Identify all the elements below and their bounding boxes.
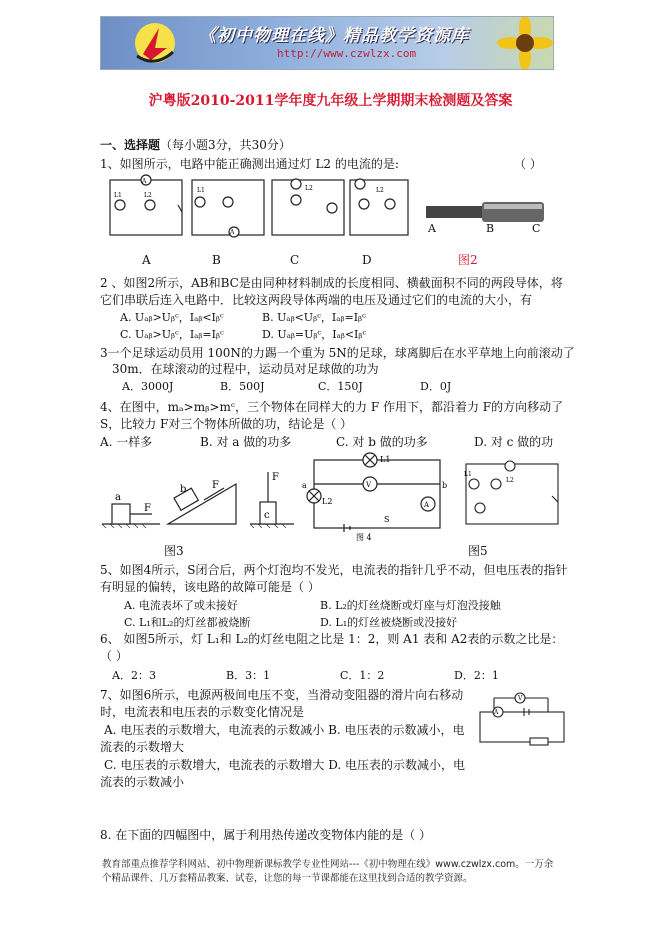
fig3-label-fa: F bbox=[144, 503, 151, 514]
q2-option-c: C. Uₐᵦ>Uᵦᶜ，Iₐᵦ=Iᵦᶜ bbox=[120, 328, 224, 341]
fig3-label-c: c bbox=[264, 510, 270, 521]
q2-option-b: B. Uₐᵦ<Uᵦᶜ，Iₐᵦ=Iᵦᶜ bbox=[262, 311, 366, 324]
q3-option-b: B．500J bbox=[220, 380, 265, 393]
svg-text:L2: L2 bbox=[506, 477, 514, 484]
fig4-circuit bbox=[300, 452, 450, 542]
q4-option-a: A. 一样多 bbox=[100, 435, 153, 449]
fig3-label-a: a bbox=[115, 492, 121, 503]
q3-line1: 3一个足球运动员用 100N的力踢一个重为 5N的足球，球离脚后在水平草地上向前滚动了 bbox=[100, 346, 575, 360]
q6-option-b: B．3：1 bbox=[226, 669, 271, 682]
svg-text:V: V bbox=[518, 695, 523, 702]
fig2-label-a: A bbox=[428, 222, 436, 235]
q7-line1: 7、如图6所示，电源两极间电压不变，当滑动变阻器的滑片向右移动 bbox=[100, 688, 464, 702]
page-title: 沪粤版2010-2011学年度九年级上学期期末检测题及答案 bbox=[148, 93, 513, 109]
q7-line2: 时，电流表和电压表的示数变化情况是 bbox=[100, 705, 305, 719]
q6-option-c: C．1：2 bbox=[340, 669, 385, 682]
q6-line1: 6、 如图5所示，灯 L₁和 L₂的灯丝电阻之比是 1：2，则 A1 表和 A2表的示数之比是： bbox=[100, 632, 564, 646]
q3-option-d: D．0J bbox=[420, 380, 452, 393]
q4-option-b: B. 对 a 做的功多 bbox=[200, 435, 292, 449]
q4-line2: S，比较力 F对三个物体所做的功，结论是（ ） bbox=[100, 417, 353, 431]
page-footer bbox=[102, 858, 622, 886]
q2-line2: 它们串联后连入电路中．比较这两段导体两端的电压及通过它们的电流的大小，有 bbox=[100, 293, 533, 307]
q4-option-d: D. 对 c 做的功 bbox=[474, 435, 554, 449]
q1-circuit-figures bbox=[100, 170, 410, 245]
fig5-circuit bbox=[460, 456, 570, 530]
q2-option-d: D. Uₐᵦ=Uᵦᶜ，Iₐᵦ<Iᵦᶜ bbox=[262, 328, 367, 341]
svg-text:A: A bbox=[142, 178, 147, 185]
svg-text:a: a bbox=[302, 481, 307, 490]
svg-text:L1: L1 bbox=[464, 471, 472, 478]
q1-option-d: D bbox=[362, 253, 372, 267]
fig2-conductor bbox=[420, 196, 550, 236]
footer-line1: 教育部重点推荐学科网站、初中物理新课标教学专业性网站---《初中物理在线》www.czwlzx.com。一万余 bbox=[102, 859, 554, 870]
site-logo bbox=[125, 18, 185, 68]
fig5-caption: 图5 bbox=[468, 544, 488, 558]
q5-line1: 5、如图4所示，S闭合后，两个灯泡均不发光，电流表的指针几乎不动，但电压表的指针 bbox=[100, 563, 568, 577]
q2-line1: 2 、如图2所示，AB和BC是由同种材料制成的长度相同、横截面积不同的两段导体，将 bbox=[100, 276, 563, 290]
section-note: （每小题3分，共30分） bbox=[160, 138, 291, 152]
q1-option-a: A bbox=[142, 253, 151, 267]
fig2-label-c: C bbox=[532, 222, 541, 235]
svg-text:A: A bbox=[494, 709, 499, 716]
q5-option-c: C. L₁和L₂的灯丝都被烧断 bbox=[124, 616, 251, 629]
q7-line4: 流表的示数增大 bbox=[100, 740, 185, 754]
q1-paren: （ ） bbox=[514, 157, 542, 171]
svg-text:V: V bbox=[366, 481, 372, 489]
q5-line2: 有明显的偏转，该电路的故障可能是（ ） bbox=[100, 580, 320, 594]
q1-text: 1、如图所示，电路中能正确测出通过灯 L2 的电流的是: bbox=[100, 157, 399, 171]
fig6-circuit bbox=[474, 688, 574, 752]
q7-line3: A. 电压表的示数增大，电流表的示数减小 B. 电压表的示数减小，电 bbox=[104, 723, 465, 737]
q6-line2: （ ） bbox=[100, 649, 128, 663]
q6-option-a: A．2：3 bbox=[112, 669, 156, 682]
svg-text:L2: L2 bbox=[322, 497, 333, 506]
section-heading bbox=[100, 137, 291, 153]
q5-option-a: A. 电流表坏了或未接好 bbox=[124, 599, 238, 612]
footer-line2: 个精品课件、几万套精品教案、试卷，让您的每一节课都能在这里找到合适的教学资源。 bbox=[102, 873, 473, 884]
q3-line2: 30m．在球滚动的过程中，运动员对足球做的功为 bbox=[112, 362, 379, 376]
svg-text:A: A bbox=[230, 229, 235, 236]
q2-option-a: A. Uₐᵦ>Uᵦᶜ，Iₐᵦ<Iᵦᶜ bbox=[120, 311, 224, 324]
fig3-blocks bbox=[100, 462, 296, 530]
q3-option-c: C．150J bbox=[318, 380, 363, 393]
q5-option-d: D. L₁的灯丝被烧断或没接好 bbox=[320, 616, 458, 629]
svg-text:L2: L2 bbox=[144, 192, 152, 199]
q7-line6: 流表的示数减小 bbox=[100, 775, 185, 789]
section-heading-text: 一、选择题 bbox=[100, 138, 161, 152]
svg-text:S: S bbox=[384, 515, 390, 524]
fig3-label-fb: F bbox=[212, 480, 219, 491]
q1-option-b: B bbox=[212, 253, 221, 267]
svg-text:L2: L2 bbox=[305, 185, 313, 192]
fig2-caption: 图2 bbox=[458, 253, 478, 267]
fig3-label-b: b bbox=[180, 484, 187, 495]
fig4-caption: 图 4 bbox=[356, 533, 372, 542]
q6-option-d: D．2：1 bbox=[454, 669, 499, 682]
q4-line1: 4、在图中，mₐ>mᵦ>mᶜ，三个物体在同样大的力 F 作用下，都沿着力 F的方向移动了 bbox=[100, 400, 564, 414]
q3-option-a: A．3000J bbox=[122, 380, 174, 393]
header-banner bbox=[100, 16, 554, 70]
sunflower-decoration bbox=[483, 17, 553, 69]
fig2-label-b: B bbox=[486, 222, 495, 235]
svg-text:L2: L2 bbox=[376, 187, 384, 194]
banner-url[interactable]: http://www.czwlzx.com bbox=[277, 47, 417, 60]
q4-option-c: C. 对 b 做的功多 bbox=[336, 435, 428, 449]
q8-text: 8. 在下面的四幅图中，属于利用热传递改变物体内能的是（ ） bbox=[100, 828, 432, 842]
svg-text:L1: L1 bbox=[197, 187, 205, 194]
q5-option-b: B. L₂的灯丝烧断或灯座与灯泡没接触 bbox=[320, 599, 501, 612]
fig3-caption: 图3 bbox=[164, 544, 184, 558]
banner-title: 《初中物理在线》精品教学资源库 bbox=[199, 26, 469, 46]
svg-text:L1: L1 bbox=[380, 455, 391, 464]
fig3-label-fc: F bbox=[272, 472, 279, 483]
q7-line5: C. 电压表的示数增大，电流表的示数增大 D. 电压表的示数减小，电 bbox=[104, 758, 466, 772]
svg-text:A: A bbox=[424, 501, 430, 509]
q1-option-c: C bbox=[290, 253, 300, 267]
svg-text:b: b bbox=[442, 481, 448, 490]
svg-text:L1: L1 bbox=[114, 192, 122, 199]
